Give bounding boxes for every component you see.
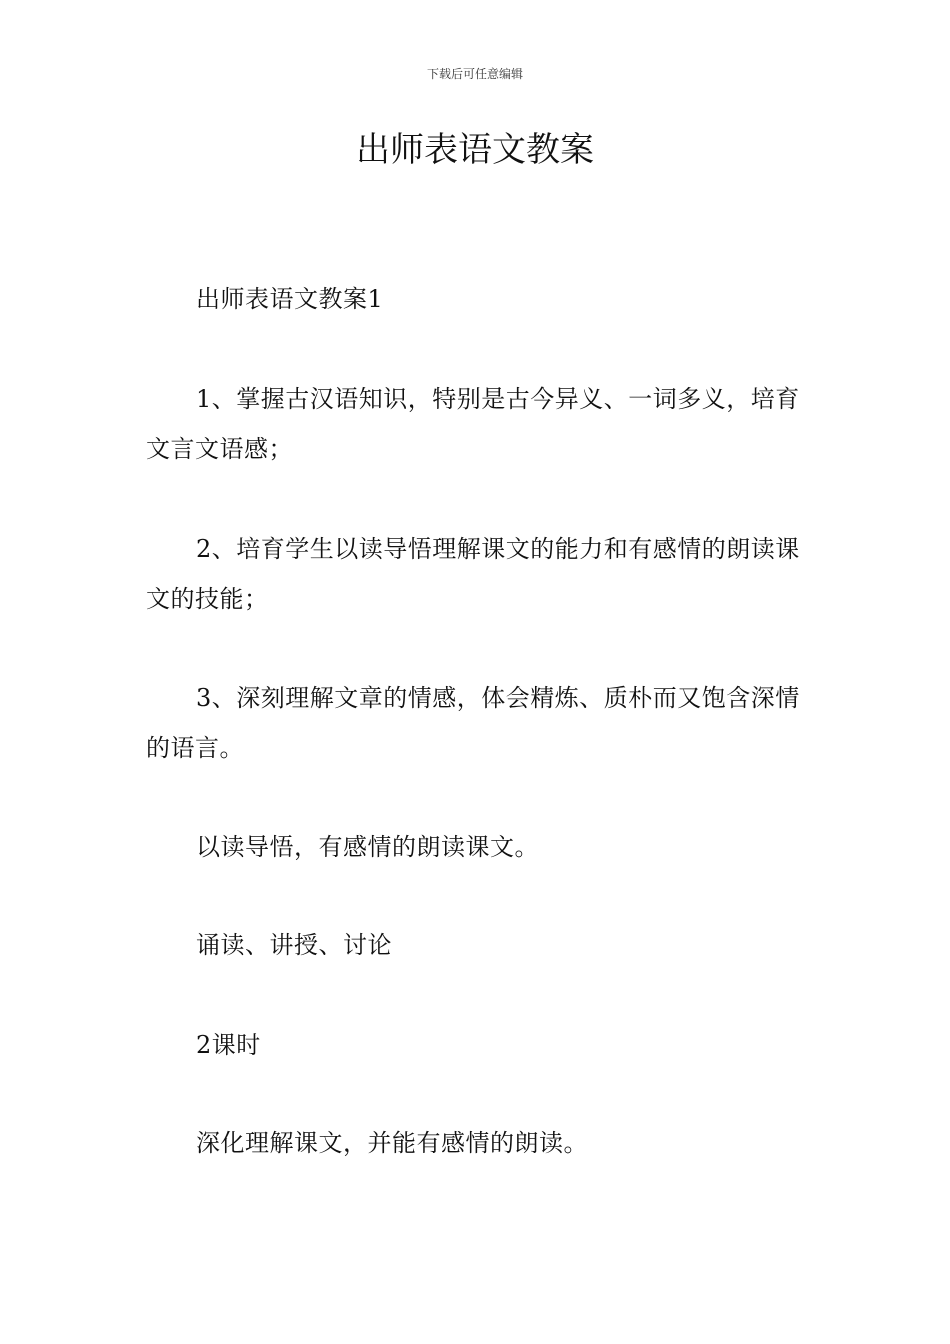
paragraph-objective-1: 1、掌握古汉语知识，特别是古今异义、一词多义，培育文言文语感；: [146, 385, 800, 463]
paragraph-key-point: 以读导悟，有感情的朗读课文。: [196, 833, 539, 861]
paragraph-class-hours: 2课时: [196, 1031, 261, 1059]
paragraph-objective-2: 2、培育学生以读导悟理解课文的能力和有感情的朗读课文的技能；: [146, 535, 800, 613]
page-header-note: 下载后可任意编辑: [426, 67, 523, 81]
paragraph-section-heading: 出师表语文教案1: [196, 285, 384, 313]
paragraph-methods: 诵读、讲授、讨论: [196, 931, 392, 959]
document-title: 出师表语文教案: [356, 130, 594, 170]
paragraph-objective-3: 3、深刻理解文章的情感，体会精炼、质朴而又饱含深情的语言。: [146, 684, 800, 762]
paragraph-goal: 深化理解课文，并能有感情的朗读。: [196, 1129, 588, 1157]
